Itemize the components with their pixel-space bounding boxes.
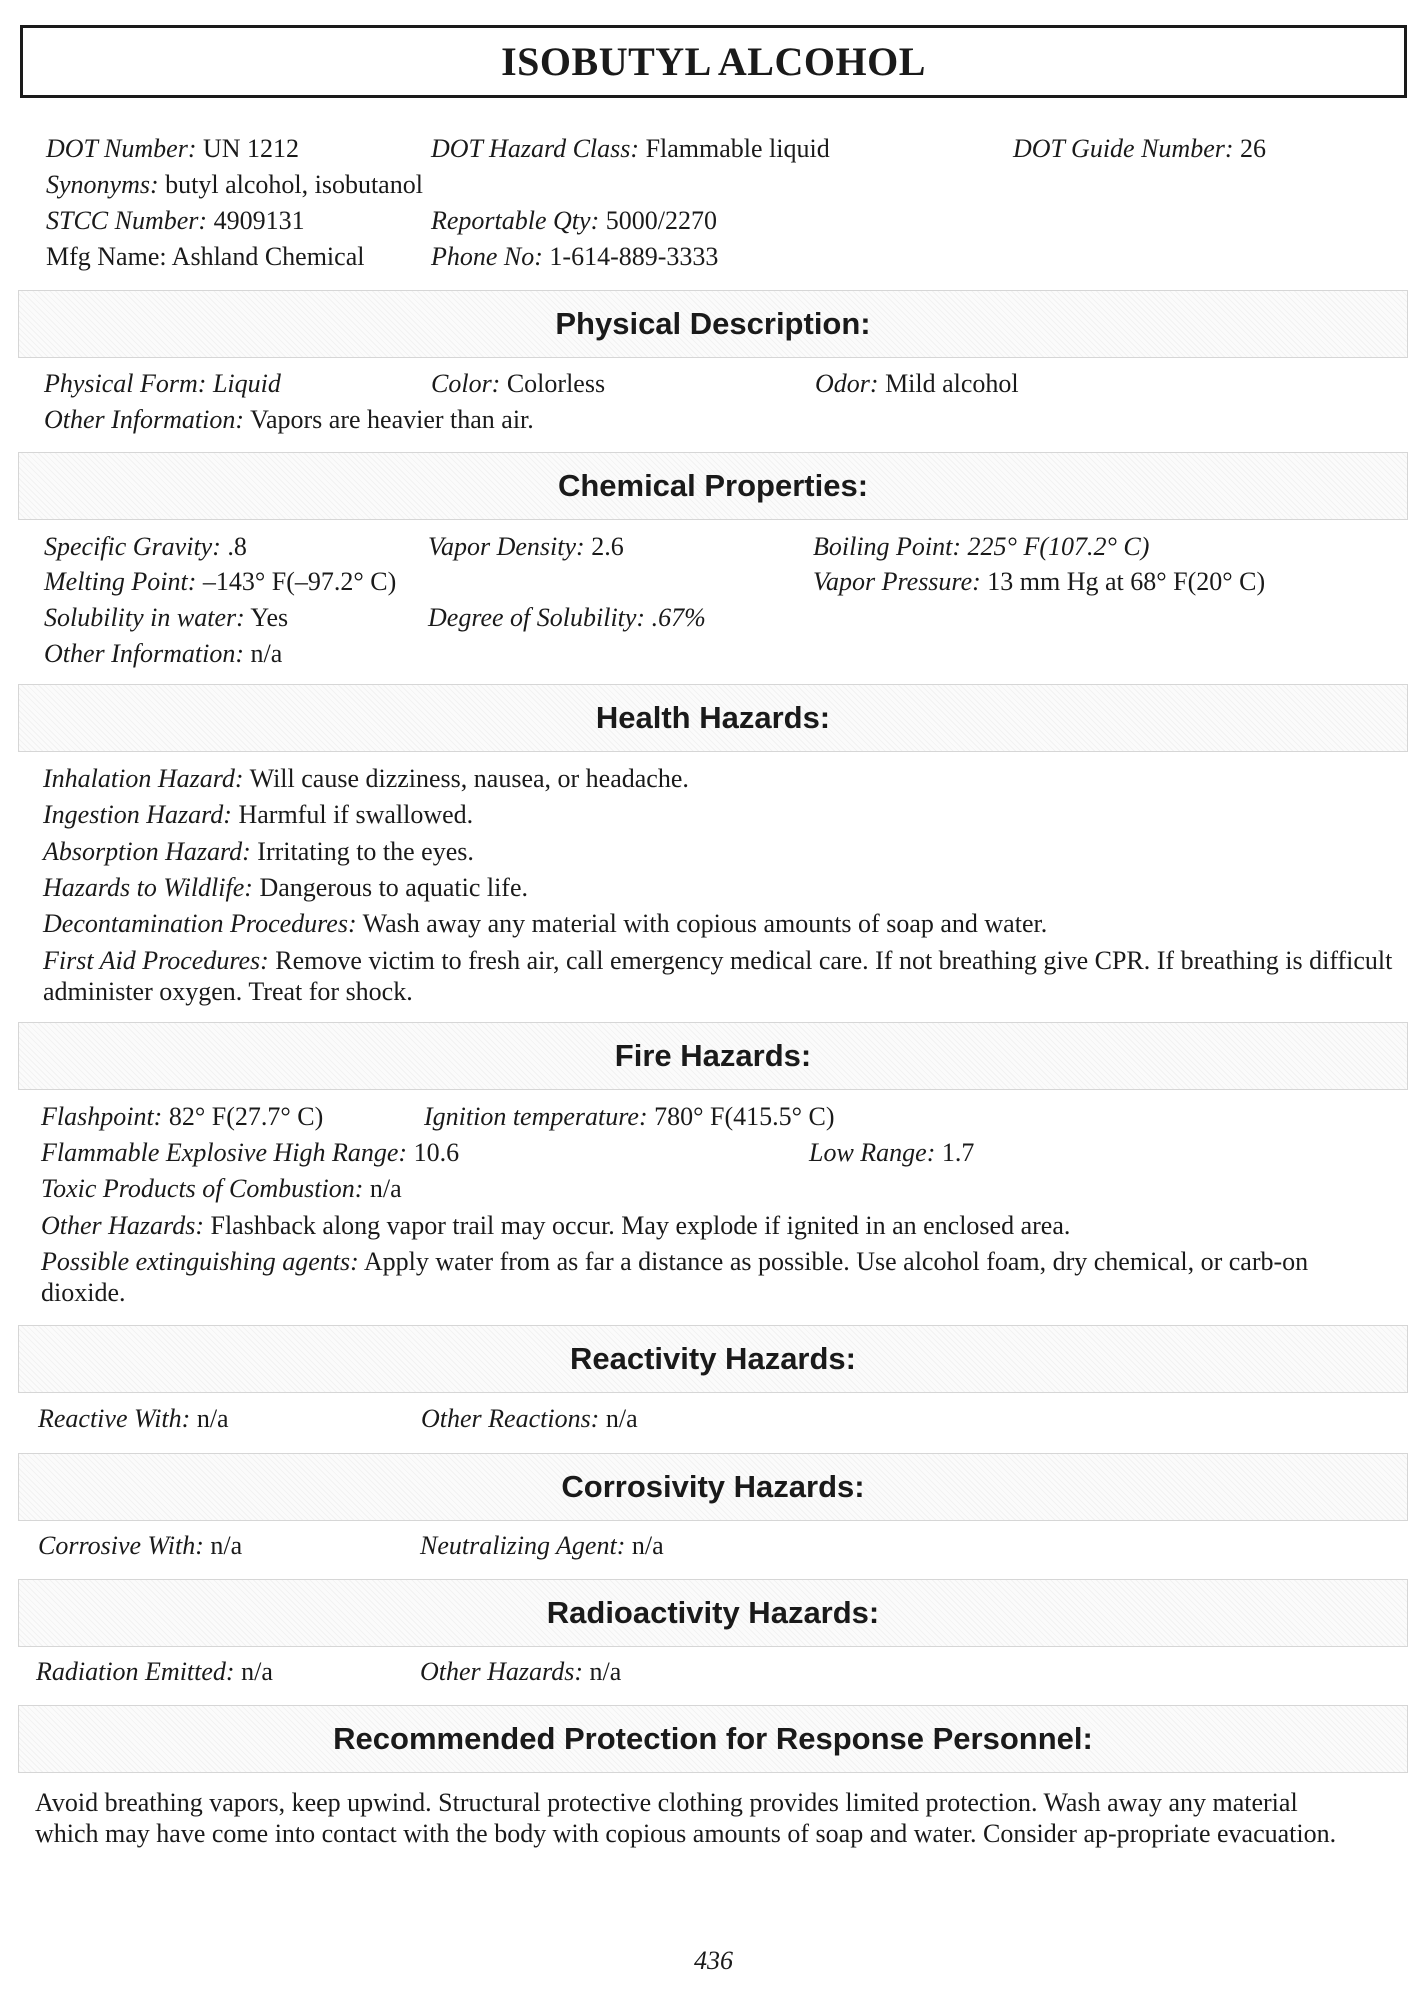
physical-form-label: Physical Form: Liquid bbox=[44, 369, 281, 398]
vapor-density-field bbox=[428, 531, 624, 563]
reactive-with-label: Reactive With: bbox=[38, 1404, 191, 1433]
corrosivity-hazards-heading bbox=[18, 1453, 1408, 1521]
radiation-emitted-field bbox=[36, 1656, 273, 1688]
mfg-name-value: Ashland Chemical bbox=[171, 242, 365, 271]
corrosive-with-value: n/a bbox=[210, 1531, 243, 1560]
ingestion-hazard-label: Ingestion Hazard: bbox=[43, 800, 232, 829]
reactivity-hazards-heading bbox=[18, 1325, 1408, 1393]
corrosive-with-field bbox=[38, 1530, 242, 1562]
absorption-hazard-label: Absorption Hazard: bbox=[43, 837, 251, 866]
melting-point-value: –143° F(–97.2° C) bbox=[202, 567, 397, 596]
extinguishing-agents-paragraph bbox=[41, 1246, 1393, 1308]
radioactivity-other-hazards-field bbox=[420, 1656, 621, 1688]
dot-hazard-class-value: Flammable liquid bbox=[645, 134, 830, 163]
toxic-products-label: Toxic Products of Combustion: bbox=[41, 1174, 364, 1203]
mfg-name-label: Mfg Name: bbox=[46, 242, 167, 271]
synonyms-value: butyl alcohol, isobutanol bbox=[165, 170, 423, 199]
specific-gravity-field bbox=[44, 531, 247, 563]
specific-gravity-label: Specific Gravity: bbox=[44, 532, 221, 561]
fire-other-hazards-field bbox=[41, 1210, 1070, 1242]
phone-no-label: Phone No: bbox=[431, 242, 543, 271]
wildlife-hazard-label: Hazards to Wildlife: bbox=[43, 873, 253, 902]
flashpoint-value: 82° F(27.7° C) bbox=[168, 1102, 324, 1131]
ignition-temperature-value: 780° F(415.5° C) bbox=[654, 1102, 835, 1131]
vapor-pressure-field bbox=[813, 566, 1265, 598]
document-title: ISOBUTYL ALCOHOL bbox=[20, 25, 1407, 98]
high-range-field bbox=[41, 1137, 459, 1169]
other-reactions-label: Other Reactions: bbox=[421, 1404, 600, 1433]
reactive-with-field bbox=[38, 1403, 229, 1435]
ingestion-hazard-value: Harmful if swallowed. bbox=[238, 800, 474, 829]
extinguishing-agents-label: Possible extinguishing agents: bbox=[41, 1247, 359, 1276]
reactive-with-value: n/a bbox=[196, 1404, 229, 1433]
color-value: Colorless bbox=[506, 369, 606, 398]
dot-guide-number-label: DOT Guide Number: bbox=[1013, 134, 1234, 163]
reactivity-hazards-heading-text: Reactivity Hazards: bbox=[569, 1341, 856, 1376]
fire-hazards-heading bbox=[18, 1022, 1408, 1090]
synonyms-field bbox=[46, 169, 423, 201]
radioactivity-hazards-heading bbox=[18, 1579, 1408, 1647]
inhalation-hazard-value: Will cause dizziness, nausea, or headache. bbox=[249, 764, 689, 793]
dot-number-field bbox=[46, 133, 299, 165]
degree-of-solubility-label: Degree of Solubility: .67% bbox=[428, 603, 706, 632]
solubility-in-water-label: Solubility in water: bbox=[44, 603, 245, 632]
boiling-point-label: Boiling Point: 225° F(107.2° C) bbox=[813, 532, 1150, 561]
physical-description-heading-text: Physical Description: bbox=[555, 306, 871, 341]
synonyms-label: Synonyms: bbox=[46, 170, 159, 199]
phone-no-field bbox=[431, 241, 718, 273]
first-aid-value: Remove victim to fresh air, call emergency medical care. If not breathing give CPR. If breathing is difficult administer oxygen. Treat for shock. bbox=[43, 946, 1393, 1006]
fire-hazards-heading-text: Fire Hazards: bbox=[614, 1038, 812, 1073]
degree-of-solubility-field bbox=[428, 602, 706, 634]
chemical-properties-heading bbox=[18, 452, 1408, 520]
reportable-qty-field bbox=[431, 205, 717, 237]
physical-form-field bbox=[44, 368, 281, 400]
chemical-other-information-field bbox=[44, 638, 282, 670]
fire-other-hazards-value: Flashback along vapor trail may occur. May explode if ignited in an enclosed area. bbox=[210, 1211, 1071, 1240]
dot-hazard-class-field bbox=[431, 133, 830, 165]
reportable-qty-value: 5000/2270 bbox=[605, 206, 717, 235]
dot-hazard-class-label: DOT Hazard Class: bbox=[431, 134, 640, 163]
phone-no-value: 1-614-889-3333 bbox=[549, 242, 719, 271]
inhalation-hazard-label: Inhalation Hazard: bbox=[43, 764, 244, 793]
low-range-field bbox=[809, 1137, 974, 1169]
low-range-value: 1.7 bbox=[941, 1138, 975, 1167]
ignition-temperature-field bbox=[424, 1101, 835, 1133]
odor-value: Mild alcohol bbox=[885, 369, 1019, 398]
page-number: 436 bbox=[694, 1946, 733, 1975]
high-range-label: Flammable Explosive High Range: bbox=[41, 1138, 408, 1167]
boiling-point-field bbox=[813, 531, 1149, 563]
high-range-value: 10.6 bbox=[413, 1138, 460, 1167]
health-hazards-heading-text: Health Hazards: bbox=[595, 700, 831, 735]
dot-guide-number-field bbox=[1013, 133, 1266, 165]
first-aid-label: First Aid Procedures: bbox=[43, 946, 269, 975]
physical-other-information-value: Vapors are heavier than air. bbox=[250, 405, 534, 434]
absorption-hazard-value: Irritating to the eyes. bbox=[257, 837, 474, 866]
chemical-other-information-value: n/a bbox=[250, 639, 283, 668]
melting-point-field bbox=[44, 566, 396, 598]
vapor-density-label: Vapor Density: bbox=[428, 532, 585, 561]
ignition-temperature-label: Ignition temperature: bbox=[424, 1102, 648, 1131]
low-range-label: Low Range: bbox=[809, 1138, 936, 1167]
radiation-emitted-value: n/a bbox=[241, 1657, 273, 1686]
dot-number-value: UN 1212 bbox=[202, 134, 300, 163]
specific-gravity-value: .8 bbox=[227, 532, 247, 561]
mfg-name-field bbox=[46, 241, 364, 273]
solubility-in-water-value: Yes bbox=[250, 603, 289, 632]
corrosivity-hazards-heading-text: Corrosivity Hazards: bbox=[561, 1469, 865, 1504]
stcc-number-field bbox=[46, 205, 305, 237]
decontamination-value: Wash away any material with copious amounts of soap and water. bbox=[362, 909, 1048, 938]
dot-number-label: DOT Number: bbox=[46, 134, 197, 163]
radiation-emitted-label: Radiation Emitted: bbox=[36, 1657, 235, 1686]
extinguishing-agents-value: Apply water from as far a distance as possible. Use alcohol foam, dry chemical, or carb-on dioxide. bbox=[41, 1247, 1309, 1307]
toxic-products-value: n/a bbox=[369, 1174, 402, 1203]
radioactivity-hazards-heading-text: Radioactivity Hazards: bbox=[546, 1595, 880, 1630]
corrosive-with-label: Corrosive With: bbox=[38, 1531, 204, 1560]
other-reactions-value: n/a bbox=[605, 1404, 638, 1433]
wildlife-hazard-value: Dangerous to aquatic life. bbox=[259, 873, 529, 902]
physical-other-information-field bbox=[44, 404, 534, 436]
radioactivity-other-hazards-label: Other Hazards: bbox=[420, 1657, 583, 1686]
vapor-pressure-value: 13 mm Hg at 68° F(20° C) bbox=[987, 567, 1266, 596]
dot-guide-number-value: 26 bbox=[1240, 134, 1267, 163]
neutralizing-agent-label: Neutralizing Agent: bbox=[420, 1531, 626, 1560]
color-field bbox=[431, 368, 605, 400]
decontamination-label: Decontamination Procedures: bbox=[43, 909, 357, 938]
chemical-other-information-label: Other Information: bbox=[44, 639, 245, 668]
chemical-properties-heading-text: Chemical Properties: bbox=[557, 468, 869, 503]
flashpoint-field bbox=[41, 1101, 323, 1133]
neutralizing-agent-value: n/a bbox=[631, 1531, 664, 1560]
radioactivity-other-hazards-value: n/a bbox=[589, 1657, 622, 1686]
solubility-in-water-field bbox=[44, 602, 288, 634]
toxic-products-field bbox=[41, 1173, 402, 1205]
protection-heading bbox=[18, 1705, 1408, 1773]
physical-other-information-label: Other Information: bbox=[44, 405, 245, 434]
vapor-pressure-label: Vapor Pressure: bbox=[813, 567, 981, 596]
odor-field bbox=[815, 368, 1019, 400]
other-reactions-field bbox=[421, 1403, 638, 1435]
melting-point-label: Melting Point: bbox=[44, 567, 197, 596]
first-aid-paragraph bbox=[43, 945, 1393, 1007]
vapor-density-value: 2.6 bbox=[591, 532, 624, 561]
flashpoint-label: Flashpoint: bbox=[41, 1102, 163, 1131]
stcc-number-value: 4909131 bbox=[213, 206, 305, 235]
neutralizing-agent-field bbox=[420, 1530, 664, 1562]
physical-description-heading bbox=[18, 290, 1408, 358]
reportable-qty-label: Reportable Qty: bbox=[431, 206, 600, 235]
protection-heading-text: Recommended Protection for Response Personnel: bbox=[333, 1721, 1093, 1756]
color-label: Color: bbox=[431, 369, 501, 398]
stcc-number-label: STCC Number: bbox=[46, 206, 208, 235]
odor-label: Odor: bbox=[815, 369, 879, 398]
fire-other-hazards-label: Other Hazards: bbox=[41, 1211, 204, 1240]
protection-paragraph: Avoid breathing vapors, keep upwind. Structural protective clothing provides limited protection. Wash away any material which may have come into contact with the body with copious amounts of soap and water. Consider ap-propriate evacuation. bbox=[35, 1788, 1337, 1848]
health-hazards-heading bbox=[18, 684, 1408, 752]
